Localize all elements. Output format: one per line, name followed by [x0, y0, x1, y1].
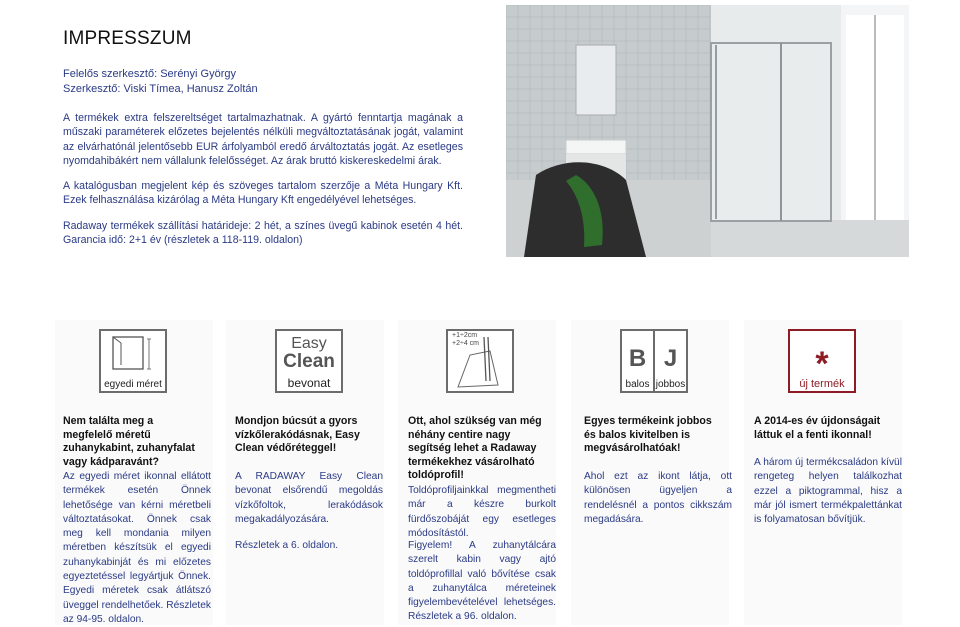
column-body: A három új termékcsaládon kívül rengeteg helyen találkozhat ezzel a piktogrammal, hisz a már jól ismert termékpalettánkat is folyamatosan bővítjük.	[754, 457, 902, 526]
column-body-reference: Részletek a 6. oldalon.	[235, 540, 339, 551]
editors-block	[63, 67, 463, 96]
custom-size-icon	[99, 329, 167, 393]
extension-range-2: +2÷4 cm	[452, 340, 479, 347]
right-caption: jobbos	[655, 379, 686, 390]
icon-caption: bevonat	[287, 376, 331, 390]
column-heading: Mondjon búcsút a gyors vízkőlerakódásnak, Easy Clean védőréteggel!	[235, 415, 360, 455]
easy-clean-icon	[275, 329, 343, 393]
page-title: IMPRESSZUM	[63, 28, 192, 49]
new-product-icon	[788, 329, 856, 393]
easy-label: Easy	[291, 335, 327, 352]
editor-line: Felelős szerkesztő: Serényi György	[63, 68, 237, 80]
column-body-note: Figyelem! A zuhanytálcára szerelt kabin vagy ajtó toldóprofillal való bővítése csak a zuhanytálca méreteinek figyelembevételével lehetséges. Részletek a 96. oldalon.	[408, 540, 556, 623]
copyright-paragraph: A katalógusban megjelent kép és szöveges tartalom szerzője a Méta Hungary Kft. Ezek felhasználása kizárólag a Méta Hungary Kft engedélyével lehetséges.	[63, 180, 463, 207]
left-letter: B	[628, 345, 647, 372]
column-heading: Ott, ahol szükség van még néhány centire nagy segítség lehet a Radaway termékekhez vásárolható toldóprofil!	[408, 415, 542, 482]
extension-range-1: +1÷2cm	[452, 332, 478, 339]
icon-caption: új termék	[799, 378, 845, 390]
extension-profile-icon	[446, 329, 514, 393]
column-heading: Nem találta meg a megfelelő méretű zuhanykabint, zuhanyfalat vagy kádparavánt?	[63, 415, 195, 468]
disclaimer-paragraph: A termékek extra felszereltséget tartalmazhatnak. A gyártó fenntartja magának a műszaki paraméterek előzetes bejelentés nélküli megváltoztatásának jogát, valamint az elvárhatónál jelentősebb EUR árfolyamból eredő árváltoztatás jogát. Az esetleges nyomdahibákért nem vállalunk felelősséget. Az árak bruttó kiskereskedelmi árak.	[63, 112, 463, 168]
column-body: Ahol ezt az ikont látja, ott különösen ügyeljen a rendelésnél a pontos cikkszám megadására.	[584, 471, 732, 525]
delivery-paragraph: Radaway termékek szállítási határideje: 2 hét, a színes üvegű kabinok esetén 4 hét. Garancia idő: 2+1 év (részletek a 118-119. oldalon)	[63, 220, 463, 247]
column-body: A RADAWAY Easy Clean bevonat elsőrendű megoldás vízkőfoltok, lerakódások megakadályozására.	[235, 471, 383, 525]
column-heading: A 2014-es év újdonságait láttuk el a fenti ikonnal!	[754, 415, 881, 441]
column-body: Az egyedi méret ikonnal ellátott termékek esetén Önnek lehetősége van kérni méretbeli változtatásokat. Önnek csak meg kell mondania milyen méretben készítsük el egyedi zuhanykabinját és mi előzetes egyeztetéssel legyártjuk Önnek. Egyedi méretek csak átlátszó üveggel rendelhetőek. Részletek az 94-95. oldalon.	[63, 471, 211, 625]
left-caption: balos	[625, 379, 650, 390]
bathroom-photo	[506, 5, 909, 257]
clean-label: Clean	[283, 351, 335, 372]
left-right-icon	[620, 329, 688, 393]
asterisk-icon: *	[815, 345, 829, 383]
column-body: Toldóprofiljainkkal megmentheti már a készre burkolt fürdőszobáját egy esetleges módosítástól.	[408, 485, 556, 539]
editor-line: Szerkesztő: Viski Tímea, Hanusz Zoltán	[63, 82, 258, 95]
icon-caption: egyedi méret	[104, 379, 162, 390]
column-heading: Egyes termékeink jobbos és balos kivitelben is megvásárolhatóak!	[584, 415, 712, 455]
right-letter: J	[663, 345, 678, 372]
